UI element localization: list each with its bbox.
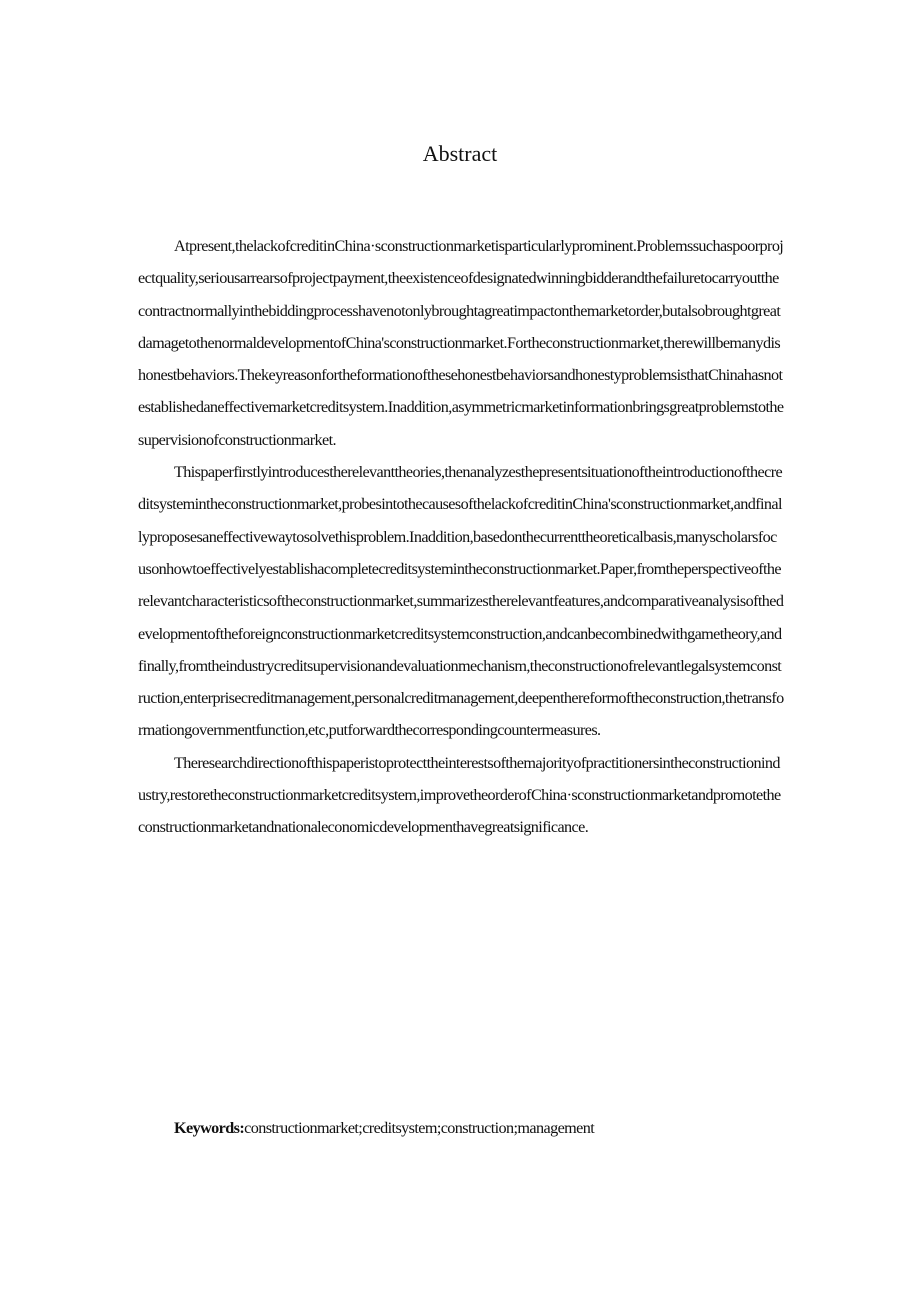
keywords-line — [174, 1114, 794, 1142]
abstract-paragraph-1: Atpresent,thelackofcreditinChina·sconstructionmarketisparticularlyprominent.Problemssuchaspoorprojectquality,seriousarrearsofprojectpayment,theexistenceofdesignatedwinningbidderandthefailuretocarryoutthecontractnormallyinthebiddingprocesshavenotonlybroughtagreatimpactonthemarketorder,butalsobroughtgreatdamagetothenormaldevelopmentofChina'sconstructionmarket.Fortheconstructionmarket,therewillbemanydishonestbehaviors.ThekeyreasonfortheformationofthesehonestbehaviorsandhonestyproblemsisthatChinahasnotestablishedaneffectivemarketcreditsystem.Inaddition,asymmetricmarketinformationbringsgreatproblemstothesupervisionofconstructionmarket. — [138, 237, 784, 449]
abstract-paragraph-2: Thispaperfirstlyintroducestherelevanttheories,thenanalyzesthepresentsituationoftheintroductionofthecreditsystemintheconstructionmarket,probesintothecausesofthelackofcreditinChina'sconstructionmarket,andfinallyproposesaneffectivewaytosolvethisproblem.Inaddition,basedonthecurrenttheoreticalbasis,manyscholarsfocusonhowtoeffectivelyestablishacompletecreditsystemintheconstructionmarket.Paper,fromtheperspectiveoftherelevantcharacteristicsoftheconstructionmarket,summarizestherelevantfeatures,andcomparativeanalysisofthedevelopmentoftheforeignconstructionmarketcreditsystemconstruction,andcanbecombinedwithgametheory,andfinally,fromtheindustrycreditsupervisionandevaluationmechanism,theconstructionofrelevantlegalsystemconstruction,enterprisecreditmanagement,personalcreditmanagement,deepenthereformoftheconstruction,thetransformationgovernmentfunction,etc,putforwardthecorrespondingcountermeasures. — [138, 463, 784, 740]
keywords-value: constructionmarket;creditsystem;construction;management — [244, 1119, 595, 1137]
abstract-body — [138, 230, 784, 844]
abstract-title: Abstract — [422, 141, 498, 166]
keywords-label: Keywords: — [174, 1119, 245, 1137]
abstract-paragraph-3: Theresearchdirectionofthispaperistoprotecttheinterestsofthemajorityofpractitionersintheconstructionindustry,restoretheconstructionmarketcreditsystem,improvetheorderofChina·sconstructionmarketandpromotetheconstructionmarketandnationaleconomicdevelopmenthavegreatsignificance. — [138, 753, 781, 837]
